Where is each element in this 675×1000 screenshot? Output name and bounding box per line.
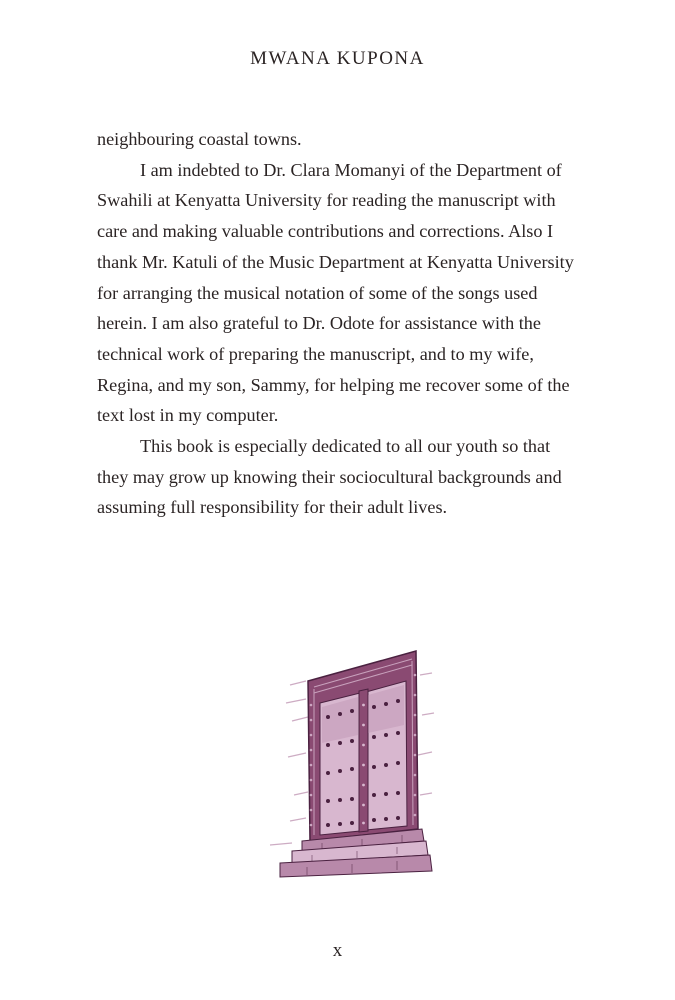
paragraph-continued: neighbouring coastal towns. xyxy=(97,129,302,149)
paragraph-dedication: This book is especially dedicated to all our youth so that they may grow up knowing their sociocultural backgrounds and assuming full responsibility for their adult lives. xyxy=(97,436,562,518)
carved-swahili-door-icon xyxy=(262,645,438,881)
body-text xyxy=(97,124,582,523)
paragraph-acknowledgements: I am indebted to Dr. Clara Momanyi of the Department of Swahili at Kenyatta University for reading the manuscript with care and making valuable contributions and corrections. Also I thank Mr. Katuli of the Music Department at Kenyatta University for arranging the musical notation of some of the songs used herein. I am also grateful to Dr. Odote for assistance with the technical work of preparing the manuscript, and to my wife, Regina, and my son, Sammy, for helping me recover some of the text lost in my computer. xyxy=(97,159,574,426)
page-number: x xyxy=(332,940,343,961)
running-head-title: MWANA KUPONA xyxy=(250,48,425,69)
